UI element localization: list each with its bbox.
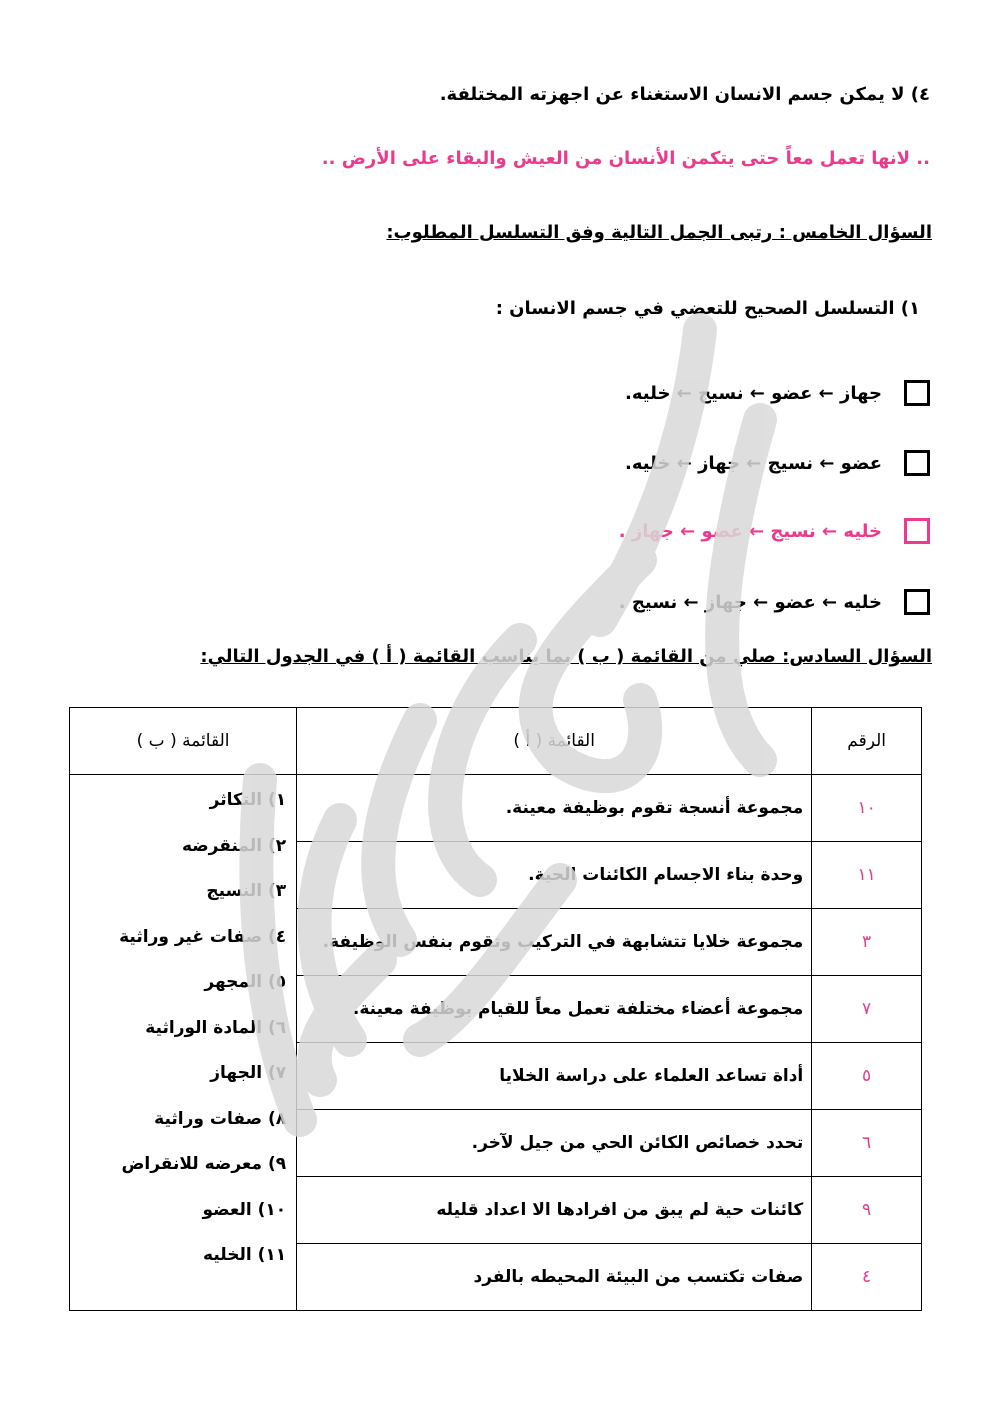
header-list-b: القائمة ( ب )	[70, 708, 297, 775]
matching-table	[69, 707, 922, 1311]
checkbox[interactable]	[904, 589, 930, 615]
checkbox[interactable]	[904, 450, 930, 476]
question-6-title: السؤال السادس: صلي من القائمة ( ب ) بما يناسب القائمة ( أ ) في الجدول التالي:	[200, 646, 932, 667]
row-definition: وحدة بناء الاجسام الكائنات الحية.	[297, 842, 812, 909]
option-label: عضو ← نسيج ← جهاز ← خليه.	[625, 452, 882, 474]
row-definition: مجموعة أنسجة تقوم بوظيفة معينة.	[297, 775, 812, 842]
row-number: ٩	[812, 1177, 922, 1244]
table-row	[70, 775, 922, 842]
row-definition: تحدد خصائص الكائن الحي من جيل لآخر.	[297, 1110, 812, 1177]
header-number: الرقم	[812, 708, 922, 775]
list-b-item: ١٠) العضو	[202, 1199, 287, 1220]
row-number: ٦	[812, 1110, 922, 1177]
list-b-item: ٤) صفات غير وراثية	[119, 926, 287, 947]
row-definition: مجموعة خلايا تتشابهة في التركيب وتقوم بنفس الوظيفة.	[297, 909, 812, 976]
list-b-item: ٦) المادة الوراثية	[145, 1017, 287, 1038]
list-b-item: ٨) صفات وراثية	[154, 1108, 287, 1129]
row-number: ٧	[812, 976, 922, 1043]
option-label: خليه ← نسيج ← عضو ← جهاز .	[618, 520, 882, 542]
list-b-item: ١١) الخليه	[203, 1245, 287, 1265]
list-b-item: ١) التكاثر	[209, 790, 287, 810]
checkbox[interactable]	[904, 380, 930, 406]
question-4-text: ٤) لا يمكن جسم الانسان الاستغناء عن اجهزته المختلفة.	[439, 84, 930, 105]
row-number: ١٠	[812, 775, 922, 842]
row-number: ٤	[812, 1244, 922, 1311]
option-1[interactable]	[625, 376, 930, 410]
option-label: جهاز ← عضو ← نسيج ← خليه.	[625, 382, 882, 404]
checkbox[interactable]	[904, 518, 930, 544]
option-3-correct[interactable]	[619, 514, 930, 548]
option-label: خليه ← عضو ← جهاز ← نسيج .	[618, 591, 882, 613]
list-b-item: ٥) المجهر	[204, 972, 287, 992]
row-definition: أداة تساعد العلماء على دراسة الخلايا	[297, 1043, 812, 1110]
list-b-item: ٩) معرضه للانقراض	[121, 1154, 287, 1174]
list-b-cell	[70, 775, 297, 1311]
question-5-title: السؤال الخامس : رتبى الجمل التالية وفق التسلسل المطلوب:	[386, 222, 932, 243]
row-number: ٣	[812, 909, 922, 976]
row-definition: مجموعة أعضاء مختلفة تعمل معاً للقيام بوظيفة معينة.	[297, 976, 812, 1043]
list-b-item: ٢) المنقرضه	[181, 835, 287, 856]
list-b-item: ٧) الجهاز	[210, 1063, 287, 1083]
option-4[interactable]	[619, 585, 930, 619]
row-number: ٥	[812, 1043, 922, 1110]
row-definition: صفات تكتسب من البيئة المحيطه بالفرد	[297, 1244, 812, 1311]
option-2[interactable]	[625, 446, 930, 480]
question-4-answer: .. لانها تعمل معاً حتى يتكمن الأنسان من العيش والبقاء على الأرض ..	[321, 148, 930, 169]
list-b-item: ٣) النسيج	[206, 881, 287, 901]
table-header-row	[70, 708, 922, 775]
question-5-item-1: ١) التسلسل الصحيح للتعضي في جسم الانسان :	[495, 298, 920, 319]
row-number: ١١	[812, 842, 922, 909]
row-definition: كائنات حية لم يبق من افرادها الا اعداد قليله	[297, 1177, 812, 1244]
header-list-a: القائمة ( أ )	[297, 708, 812, 775]
